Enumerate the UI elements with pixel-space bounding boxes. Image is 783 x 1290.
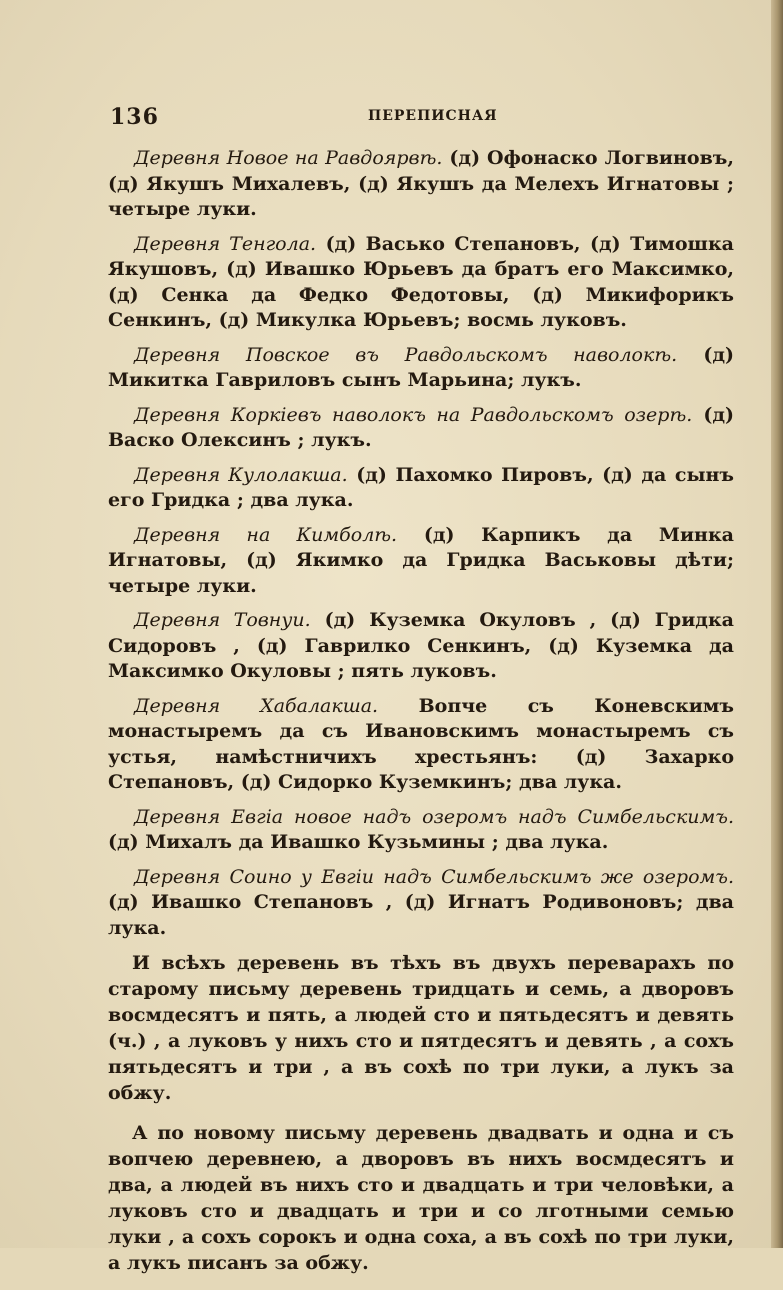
village-entry bbox=[108, 608, 734, 685]
village-name: Деревня Евгіа новое надъ озеромъ надъ Симбельскимъ. bbox=[134, 805, 734, 828]
village-record: (д) Пахомко Пировъ, (д) да сынъ его Гридка ; два лука. bbox=[108, 463, 734, 511]
village-name: Деревня Коркіевъ наволокъ на Равдольскомъ озерѣ. bbox=[134, 403, 693, 426]
village-entry bbox=[108, 463, 734, 514]
page-number: 136 bbox=[110, 104, 159, 130]
village-record: (д) Васько Степановъ, (д) Тимошка Якушовъ, (д) Ивашко Юрьевъ да братъ его Максимко, (д) Сенка да Федко Федотовы, (д) Микифорикъ Сенкинъ, (д) Микулка Юрьевъ; восмь луковъ. bbox=[108, 232, 734, 331]
page-body bbox=[108, 146, 734, 1290]
village-name: Деревня на Кимболѣ. bbox=[134, 523, 398, 546]
village-entry bbox=[108, 146, 734, 223]
old-census-summary: И всѣхъ деревень въ тѣхъ въ двухъ переварахъ по старому письму деревень тридцать и семь, а дворовъ восмдесятъ и пять, а людей сто и пятьдесятъ и девять (ч.) , а луковъ у нихъ сто и пятдесятъ и девять , а сохъ пятьдесятъ и три , а въ сохѣ по три луки, а лукъ за обжу. bbox=[108, 952, 734, 1104]
village-name: Деревня Хабалакша. bbox=[134, 694, 379, 717]
village-record: (д) Куземка Окуловъ , (д) Гридка Сидоровъ , (д) Гаврилко Сенкинъ, (д) Куземка да Максимко Окуловы ; пять луковъ. bbox=[108, 609, 734, 682]
village-name: Деревня Тенгола. bbox=[134, 232, 317, 255]
village-entry bbox=[108, 694, 734, 796]
page-edge bbox=[771, 0, 783, 1248]
running-title: ПЕРЕПИСНАЯ bbox=[368, 108, 498, 124]
village-record: (д) Офонаско Логвиновъ, (д) Якушъ Михалевъ, (д) Якушъ да Мелехъ Игнатовы ; четыре луки. bbox=[108, 147, 734, 220]
village-entry bbox=[108, 523, 734, 600]
village-entry bbox=[108, 343, 734, 394]
village-entry bbox=[108, 805, 734, 856]
village-name: Деревня Новое на Равдоярвѣ. bbox=[134, 147, 443, 169]
village-name: Деревня Кулолакша. bbox=[134, 463, 348, 486]
new-census-summary: А по новому письму деревень двадвать и одна и съ вопчею деревнею, а дворовъ въ нихъ восмдесятъ и два, а людей въ нихъ сто и двадцать и три человѣки, а луковъ сто и двадцать и три и со лготными семью луки , а сохъ сорокъ и одна соха, а въ сохѣ по три луки, а лукъ писанъ за обжу. bbox=[108, 1122, 734, 1274]
village-record: Вопче съ Коневскимъ монастыремъ да съ Ивановскимъ монастыремъ съ устья, намѣстничихъ хрестьянъ: (д) Захарко Степановъ, (д) Сидорко Куземкинъ; два лука. bbox=[108, 694, 734, 793]
village-entry bbox=[108, 232, 734, 334]
village-name: Деревня Товнуи. bbox=[134, 609, 311, 631]
village-name: Деревня Соино у Евгіи надъ Симбельскимъ же озеромъ. bbox=[134, 865, 734, 888]
page-header bbox=[110, 104, 730, 134]
village-record: (д) Васко Олексинъ ; лукъ. bbox=[108, 403, 734, 451]
village-record: (д) Ивашко Степановъ , (д) Игнатъ Родивоновъ; два лука. bbox=[108, 891, 734, 939]
village-record: (д) Микитка Гавриловъ сынъ Марьина; лукъ. bbox=[108, 343, 734, 391]
village-entry bbox=[108, 865, 734, 942]
village-name: Деревня Повское въ Равдольскомъ наволокѣ. bbox=[134, 343, 678, 366]
village-record: (д) Карпикъ да Минка Игнатовы, (д) Якимко да Гридка Васьковы дѣти; четыре луки. bbox=[108, 523, 734, 597]
village-record: (д) Михалъ да Ивашко Кузьмины ; два лука. bbox=[108, 831, 609, 853]
village-entry bbox=[108, 403, 734, 454]
